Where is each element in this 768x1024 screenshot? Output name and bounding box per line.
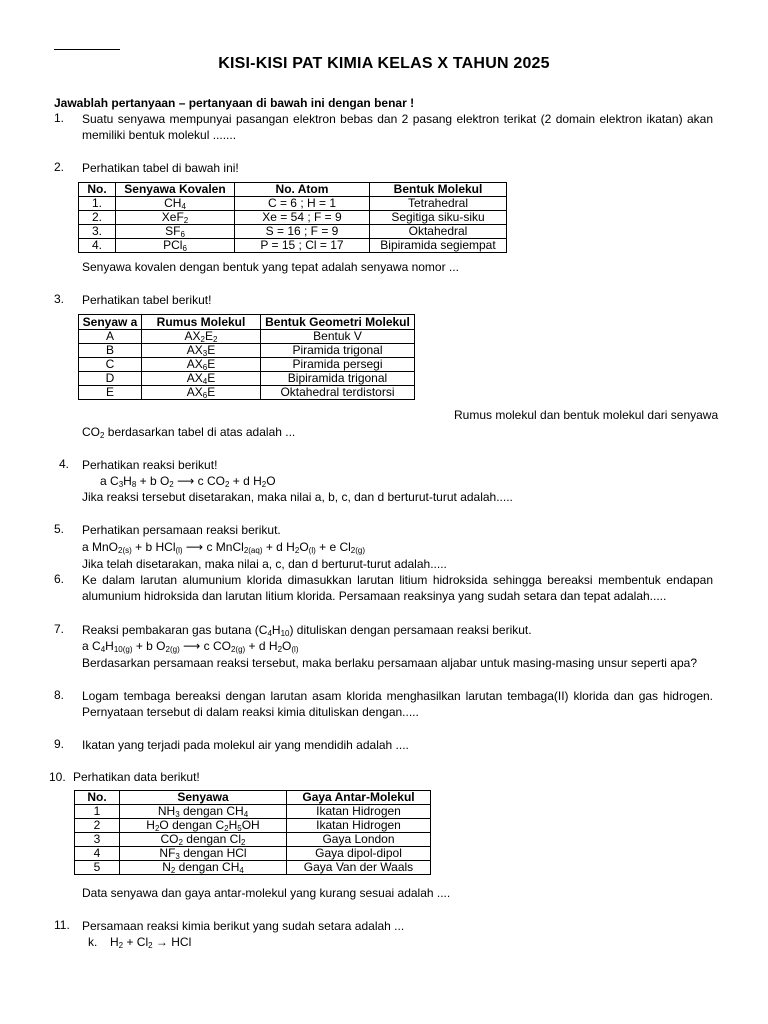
q2-number: 2. (54, 160, 65, 174)
table-row (79, 197, 507, 211)
q6-number: 6. (54, 572, 65, 586)
cell-bentuk: Bentuk V (261, 330, 415, 344)
cell-bentuk: Tetrahedral (370, 197, 507, 211)
cell-no: 4 (75, 847, 120, 861)
cell-no: 4. (79, 239, 116, 253)
table-row (75, 833, 431, 847)
q7-number: 7. (54, 622, 65, 636)
cell-gaya: Ikatan Hidrogen (287, 805, 431, 819)
cell-atom: S = 16 ; F = 9 (235, 225, 370, 239)
table-row (75, 819, 431, 833)
q2-header-atom: No. Atom (235, 183, 370, 197)
cell-senyawa: $CH_4$ (116, 197, 235, 211)
cell-senyawa: E (79, 386, 142, 400)
q11-intro: Persamaan reaksi kimia berikut yang sudah setara adalah ... (82, 919, 405, 933)
q11-number: 11. (54, 918, 70, 932)
cell-atom: C = 6 ; H = 1 (235, 197, 370, 211)
cell-rumus: $AX_6E$ (142, 386, 261, 400)
table-row (79, 358, 415, 372)
q6-text: Ke dalam larutan alumunium klorida dimasukkan larutan litium hidroksida sehingga bereaksi membentuk endapan alumunium hidroksida dan larutan litium klorida. Persamaan reaksinya yang sudah setara dan tepat adalah..... (82, 573, 713, 603)
q1-number: 1. (54, 111, 65, 125)
cell-bentuk: Bipiramida segiempat (370, 239, 507, 253)
q7-equation: a $C_4H_{10(g)} + b$ $O_{2(g)}$ ⟶ c $CO_{2(g)} + d$ $H_2O_{(l)}$ (82, 639, 299, 654)
top-rule (54, 49, 120, 50)
q3-header-senyawa: Senyaw a (79, 315, 142, 330)
q9-number: 9. (54, 737, 65, 751)
cell-senyawa: $N_2$ dengan $CH_4$ (120, 861, 287, 875)
q2-intro: Perhatikan tabel di bawah ini! (82, 161, 239, 175)
cell-senyawa: $CO_2$ dengan $Cl_2$ (120, 833, 287, 847)
cell-senyawa: C (79, 358, 142, 372)
cell-no: 3 (75, 833, 120, 847)
q10-table (74, 790, 431, 875)
q10-number: 10. (49, 770, 66, 784)
q4-intro: Perhatikan reaksi berikut! (82, 458, 218, 472)
cell-bentuk: Piramida trigonal (261, 344, 415, 358)
cell-bentuk: Oktahedral terdistorsi (261, 386, 415, 400)
q3-table (78, 314, 415, 400)
cell-senyawa: $NH_3$ dengan $CH_4$ (120, 805, 287, 819)
cell-no: 3. (79, 225, 116, 239)
cell-senyawa: $SF_6$ (116, 225, 235, 239)
cell-senyawa: D (79, 372, 142, 386)
cell-no: 1. (79, 197, 116, 211)
q10-header-no: No. (75, 791, 120, 805)
table-row (79, 239, 507, 253)
table-row (79, 225, 507, 239)
cell-gaya: Gaya Van der Waals (287, 861, 431, 875)
q4-number: 4. (59, 457, 70, 471)
cell-gaya: Gaya London (287, 833, 431, 847)
q4-after: Jika reaksi tersebut disetarakan, maka nilai a, b, c, dan d berturut-turut adalah..... (82, 490, 513, 504)
q2-after: Senyawa kovalen dengan bentuk yang tepat adalah senyawa nomor ... (82, 260, 459, 274)
cell-senyawa: XeF$_2$ (116, 211, 235, 225)
document-title: KISI-KISI PAT KIMIA KELAS X TAHUN 2025 (218, 55, 550, 72)
cell-atom: P = 15 ; Cl = 17 (235, 239, 370, 253)
cell-no: 2 (75, 819, 120, 833)
q2-header-bentuk: Bentuk Molekul (370, 183, 507, 197)
q8-number: 8. (54, 688, 65, 702)
q11-option-label: k. (88, 935, 98, 949)
q1-text: Suatu senyawa mempunyai pasangan elektron bebas dan 2 pasang elektron terikat (2 domain elektron ikatan) akan memiliki bentuk molekul ....... (82, 112, 713, 142)
cell-gaya: Gaya dipol-dipol (287, 847, 431, 861)
cell-bentuk: Segitiga siku-siku (370, 211, 507, 225)
instruction: Jawablah pertanyaan – pertanyaan di bawah ini dengan benar ! (54, 96, 415, 110)
q3-number: 3. (54, 292, 65, 306)
q4-equation: a $C_3H_8 + b$ $O_2$ ⟶ c $CO_2 + d$ $H_2O$ (100, 474, 276, 489)
cell-bentuk: Piramida persegi (261, 358, 415, 372)
cell-no: 5 (75, 861, 120, 875)
q2-header-no: No. (79, 183, 116, 197)
table-row (79, 344, 415, 358)
table-row (79, 372, 415, 386)
q7-after: Berdasarkan persamaan reaksi tersebut, maka berlaku persamaan aljabar untuk masing-masing unsur seperti apa? (82, 656, 697, 670)
q5-after: Jika telah disetarakan, maka nilai a, c, dan d berturut-turut adalah..... (82, 557, 447, 571)
q3-intro: Perhatikan tabel berikut! (82, 293, 212, 307)
table-row (79, 330, 415, 344)
cell-senyawa: B (79, 344, 142, 358)
cell-senyawa: $NF_3$ dengan HCl (120, 847, 287, 861)
q9-text: Ikatan yang terjadi pada molekul air yang mendidih adalah .... (82, 738, 409, 752)
cell-no: 1 (75, 805, 120, 819)
table-row (79, 386, 415, 400)
q3-header-bentuk: Bentuk Geometri Molekul (261, 315, 415, 330)
q3-after: $CO_2$ berdasarkan tabel di atas adalah ... (82, 425, 296, 440)
cell-rumus: $AX_2E_2$ (142, 330, 261, 344)
table-row (75, 861, 431, 875)
q5-number: 5. (54, 522, 65, 536)
cell-bentuk: Oktahedral (370, 225, 507, 239)
q11-option: $H_2 + Cl_2$ → HCl (110, 935, 192, 950)
q2-header-senyawa: Senyawa Kovalen (116, 183, 235, 197)
q2-table (78, 182, 507, 253)
q8-text: Logam tembaga bereaksi dengan larutan asam klorida menghasilkan larutan tembaga(II) klorida dan gas hidrogen. Pernyataan tersebut di dalam reaksi kimia dituliskan dengan..... (82, 689, 713, 719)
q10-after: Data senyawa dan gaya antar-molekul yang kurang sesuai adalah .... (82, 886, 451, 900)
cell-no: 2. (79, 211, 116, 225)
cell-bentuk: Bipiramida trigonal (261, 372, 415, 386)
cell-rumus: $AX_4E$ (142, 372, 261, 386)
q3-side-text: Rumus molekul dan bentuk molekul dari senyawa (454, 408, 719, 422)
cell-rumus: $AX_3E$ (142, 344, 261, 358)
cell-atom: Xe = 54 ; F = 9 (235, 211, 370, 225)
q5-intro: Perhatikan persamaan reaksi berikut. (82, 523, 281, 537)
table-row (75, 847, 431, 861)
q5-equation: a MnO$_{2(s)}$ + b HCl$_{(l)}$ ⟶ c MnCl$_{2(aq)}$ + d $H_2O_{(l)} + e$ $Cl_{2(g)}$ (82, 540, 366, 555)
q10-header-gaya: Gaya Antar-Molekul (287, 791, 431, 805)
cell-gaya: Ikatan Hidrogen (287, 819, 431, 833)
table-row (79, 211, 507, 225)
q10-header-senyawa: Senyawa (120, 791, 287, 805)
cell-senyawa: A (79, 330, 142, 344)
cell-rumus: $AX_6E$ (142, 358, 261, 372)
q7-intro: Reaksi pembakaran gas butana $(C_4H_{10})$ dituliskan dengan persamaan reaksi berikut. (82, 623, 532, 638)
q3-header-rumus: Rumus Molekul (142, 315, 261, 330)
table-row (75, 805, 431, 819)
q10-intro: Perhatikan data berikut! (73, 770, 200, 784)
cell-senyawa: PCl$_6$ (116, 239, 235, 253)
cell-senyawa: $H_2O$ dengan $C_2H_5OH$ (120, 819, 287, 833)
